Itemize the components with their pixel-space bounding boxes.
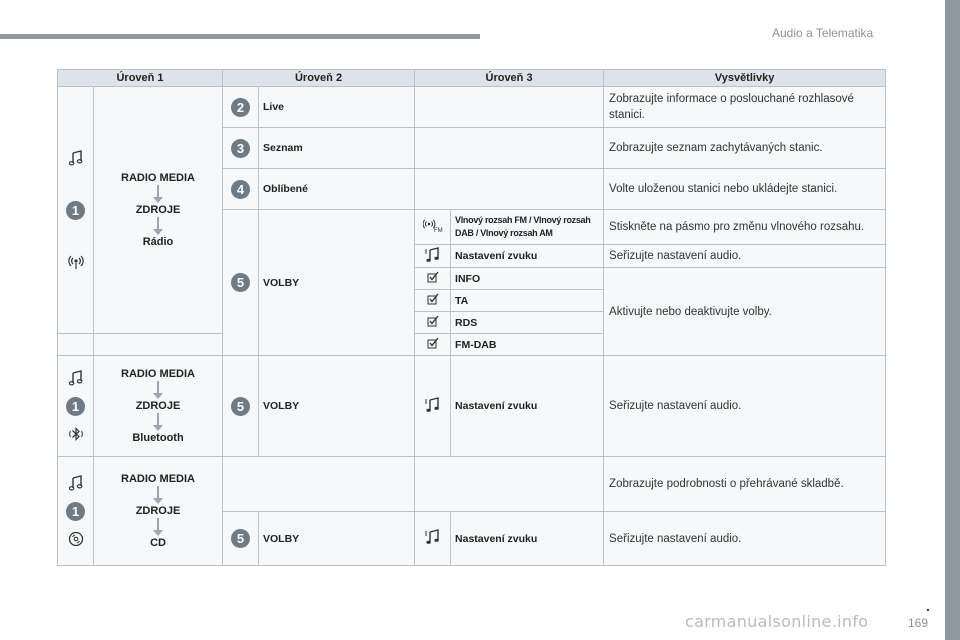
level3-option-info: INFO (451, 268, 604, 290)
level3-option-fmdab: FM-DAB (451, 334, 604, 356)
music-note-icon (69, 370, 83, 386)
arrow-down-icon (153, 518, 163, 537)
table-header-row (58, 70, 886, 87)
top-accent-bar (0, 34, 480, 39)
level1-icons-cd (58, 457, 94, 566)
right-edge-bar (945, 0, 960, 640)
page-mark: . (926, 598, 930, 614)
page-number: 169 (908, 616, 929, 630)
checkbox-icon (427, 337, 439, 349)
level-2-badge: 5 (231, 273, 250, 292)
source-radio: Rádio (142, 235, 174, 248)
level-1-badge: 1 (66, 201, 85, 220)
arrow-down-icon (153, 381, 163, 400)
level2-empty (223, 457, 415, 512)
level1-source-cd (94, 457, 223, 566)
explanation-track-details: Zobrazujte podrobnosti o přehrávané skladbě. (604, 457, 886, 512)
sound-settings-icon (425, 529, 441, 545)
header-explanation: Vysvětlivky (604, 70, 886, 87)
explanation-live: Zobrazujte informace o poslouchané rozhlasové stanici. (604, 87, 886, 128)
explanation-sound: Seřizujte nastavení audio. (604, 356, 886, 457)
level1-source-bluetooth (94, 356, 223, 457)
source-zdroje: ZDROJE (135, 504, 181, 517)
sound-settings-icon (425, 247, 441, 263)
table-row (58, 356, 886, 457)
watermark: carmanualsonline.info (685, 612, 869, 631)
header-level-1: Úroveň 1 (58, 70, 223, 87)
source-radio-media: RADIO MEDIA (121, 472, 195, 485)
source-cd: CD (150, 536, 166, 549)
explanation-band: Stiskněte na pásmo pro změnu vlnového rozsahu. (604, 210, 886, 245)
level2-volby: VOLBY (259, 512, 415, 566)
level2-oblibene: Oblíbené (259, 169, 415, 210)
level3-empty (415, 87, 604, 128)
level3-empty (415, 169, 604, 210)
level-2-badge: 2 (231, 98, 250, 117)
arrow-down-icon (153, 217, 163, 236)
level-2-badge: 5 (231, 529, 250, 548)
level1-icons-radio (58, 87, 94, 334)
level-1-badge: 1 (66, 397, 85, 416)
explanation-seznam: Zobrazujte seznam zachytávaných stanic. (604, 128, 886, 169)
menu-table (57, 69, 886, 566)
level-2-badge: 4 (231, 180, 250, 199)
level2-live: Live (259, 87, 415, 128)
header-level-3: Úroveň 3 (415, 70, 604, 87)
checkbox-icon (427, 315, 439, 327)
source-radio-media: RADIO MEDIA (121, 171, 195, 184)
level2-seznam: Seznam (259, 128, 415, 169)
source-bluetooth: Bluetooth (132, 431, 184, 444)
level2-volby: VOLBY (259, 210, 415, 356)
explanation-sound: Seřizujte nastavení audio. (604, 245, 886, 268)
fm-radio-icon (423, 219, 443, 233)
header-level-2: Úroveň 2 (223, 70, 415, 87)
level3-option-rds: RDS (451, 312, 604, 334)
source-zdroje: ZDROJE (135, 399, 181, 412)
checkbox-icon (427, 293, 439, 305)
source-zdroje: ZDROJE (135, 203, 181, 216)
level3-sound: Nastavení zvuku (451, 245, 604, 268)
level3-sound: Nastavení zvuku (451, 356, 604, 457)
explanation-sound: Seřizujte nastavení audio. (604, 512, 886, 566)
level1-source-radio (94, 87, 223, 334)
explanation-options: Aktivujte nebo deaktivujte volby. (604, 268, 886, 356)
level3-band: Vlnový rozsah FM / Vlnový rozsah DAB / Vlnový rozsah AM (451, 210, 604, 245)
radio-antenna-icon (68, 254, 84, 270)
sound-settings-icon (425, 397, 441, 413)
music-note-icon (69, 150, 83, 166)
level3-sound: Nastavení zvuku (451, 512, 604, 566)
level-2-badge: 3 (231, 139, 250, 158)
level3-empty (415, 128, 604, 169)
arrow-down-icon (153, 185, 163, 204)
section-title: Audio a Telematika (772, 26, 874, 40)
music-note-icon (69, 475, 83, 491)
level-2-badge: 5 (231, 397, 250, 416)
level-1-badge: 1 (66, 502, 85, 521)
svg-text:FM: FM (433, 227, 443, 233)
level3-empty (415, 457, 604, 512)
arrow-down-icon (153, 486, 163, 505)
bluetooth-icon (68, 426, 84, 442)
explanation-oblibene: Volte uloženou stanici nebo ukládejte stanici. (604, 169, 886, 210)
source-radio-media: RADIO MEDIA (121, 367, 195, 380)
checkbox-icon (427, 271, 439, 283)
cd-disc-icon (68, 531, 84, 547)
level3-option-ta: TA (451, 290, 604, 312)
level1-icons-bluetooth (58, 356, 94, 457)
table-row (58, 457, 886, 512)
arrow-down-icon (153, 413, 163, 432)
level2-volby: VOLBY (259, 356, 415, 457)
table-row (58, 87, 886, 128)
